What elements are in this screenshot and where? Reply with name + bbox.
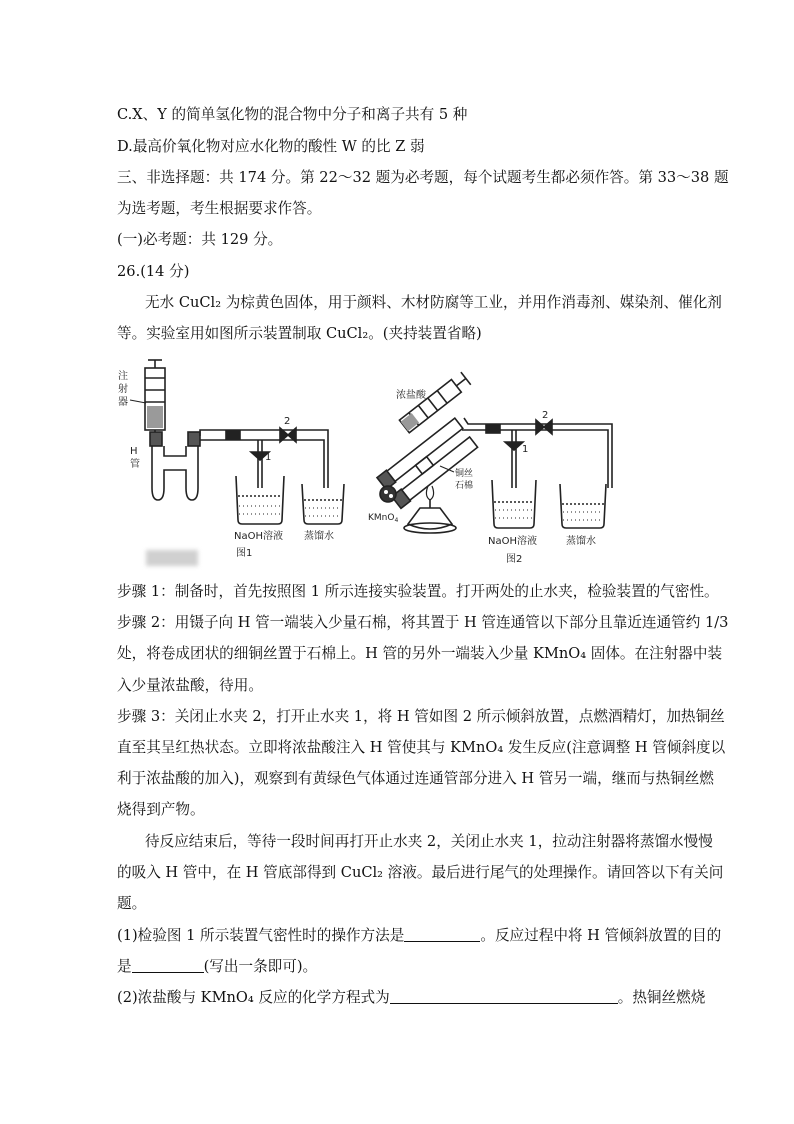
fig1-h-tube xyxy=(150,432,200,500)
svg-text:器: 器 xyxy=(118,397,128,408)
hcl-label: 浓盐酸 xyxy=(396,390,426,401)
section-heading: 三、非选择题：共 174 分。第 22～32 题为必考题，每个试题考生都必须作答。第 33～38 题 xyxy=(117,169,729,186)
option-d: D.最高价氧化物对应水化物的酸性 W 的比 Z 弱 xyxy=(117,138,425,155)
answer-blank-3[interactable] xyxy=(390,989,618,1004)
step3-line2: 直至其呈红热状态。立即将浓盐酸注入 H 管使其与 KMnO₄ 发生反应(注意调整 H 管倾斜度以 xyxy=(117,739,726,756)
question-number: 26.(14 分) xyxy=(117,263,190,280)
fig1-syringe xyxy=(145,360,165,434)
fig2-beaker-naoh xyxy=(492,480,536,528)
fig2-clamp2-label: 2 xyxy=(542,410,549,421)
svg-text:管: 管 xyxy=(130,459,140,470)
fig1-beaker-naoh xyxy=(236,476,284,524)
fig2-naoh-label: NaOH溶液 xyxy=(488,536,537,547)
question-intro-cont: 等。实验室用如图所示装置制取 CuCl₂。(夹持装置省略) xyxy=(117,325,482,342)
section-heading-cont: 为选考题，考生根据要求作答。 xyxy=(117,200,322,217)
blurred-watermark xyxy=(146,550,198,566)
water-label: 蒸馏水 xyxy=(304,531,334,542)
clamp1-label: 1 xyxy=(265,452,272,463)
paragraph-line1: 待反应结束后，等待一段时间再打开止水夹 2，关闭止水夹 1，拉动注射器将蒸馏水慢慢 xyxy=(145,833,713,850)
question2-line1: (2)浓盐酸与 KMnO₄ 反应的化学方程式为 。热铜丝燃烧 xyxy=(117,989,706,1006)
svg-text:射: 射 xyxy=(118,384,128,395)
step3-line1: 步骤 3：关闭止水夹 2，打开止水夹 1，将 H 管如图 2 所示倾斜放置，点燃酒精灯，加热铜丝 xyxy=(117,708,725,725)
required-questions-label: (一)必考题：共 129 分。 xyxy=(117,231,283,248)
step2-line2: 处，将卷成团状的细铜丝置于石棉上。H 管的另外一端装入少量 KMnO₄ 固体。在注射器中装 xyxy=(117,645,723,662)
question1-line1: (1)检验图 1 所示装置气密性时的操作方法是 。反应过程中将 H 管倾斜放置的目的 xyxy=(117,927,722,944)
fig2-clamp1-label: 1 xyxy=(522,444,529,455)
fig1-tubing xyxy=(200,428,328,488)
naoh-label: NaOH溶液 xyxy=(234,531,283,542)
fig1-caption: 图1 xyxy=(236,548,253,559)
clamp2-label: 2 xyxy=(284,416,291,427)
copper-label: 铜丝 xyxy=(455,469,474,479)
answer-blank-2[interactable] xyxy=(132,958,204,973)
step2-line1: 步骤 2：用镊子向 H 管一端装入少量石棉，将其置于 H 管连通管以下部分且靠近连通管约 1/3 xyxy=(117,614,729,631)
fig2-caption: 图2 xyxy=(506,554,523,565)
asbestos-label: 石棉 xyxy=(455,481,474,491)
fig1-beaker-water xyxy=(302,484,344,524)
fig2-alcohol-lamp xyxy=(404,486,456,533)
h-tube-label: H xyxy=(130,446,138,457)
step3-line3: 利于浓盐酸的加入)，观察到有黄绿色气体通过连通管部分进入 H 管另一端，继而与热铜丝燃 xyxy=(117,770,714,787)
paragraph-line3: 题。 xyxy=(117,895,147,912)
step2-line3: 入少量浓盐酸，待用。 xyxy=(117,677,263,694)
option-c: C.X、Y 的简单氢化物的混合物中分子和离子共有 5 种 xyxy=(117,106,468,123)
fig2-beaker-water xyxy=(560,484,606,528)
question1-line2: 是 (写出一条即可)。 xyxy=(117,958,318,975)
fig2-h-tube xyxy=(377,417,478,508)
question-intro: 无水 CuCl₂ 为棕黄色固体，用于颜料、木材防腐等工业，并用作消毒剂、媒染剂、催化剂 xyxy=(145,294,722,311)
apparatus-figure xyxy=(0,348,794,578)
fig2-water-label: 蒸馏水 xyxy=(566,536,596,547)
step1: 步骤 1：制备时，首先按照图 1 所示连接实验装置。打开两处的止水夹，检验装置的气密性。 xyxy=(117,583,719,600)
answer-blank-1[interactable] xyxy=(404,927,480,942)
fig2-tubing xyxy=(462,418,612,488)
kmno4-label: KMnO$_4$ xyxy=(368,513,399,524)
step3-line4: 烧得到产物。 xyxy=(117,801,205,818)
paragraph-line2: 的吸入 H 管中，在 H 管底部得到 CuCl₂ 溶液。最后进行尾气的处理操作。请回答以下有关问 xyxy=(117,864,724,881)
syringe-label: 注 xyxy=(118,371,128,382)
